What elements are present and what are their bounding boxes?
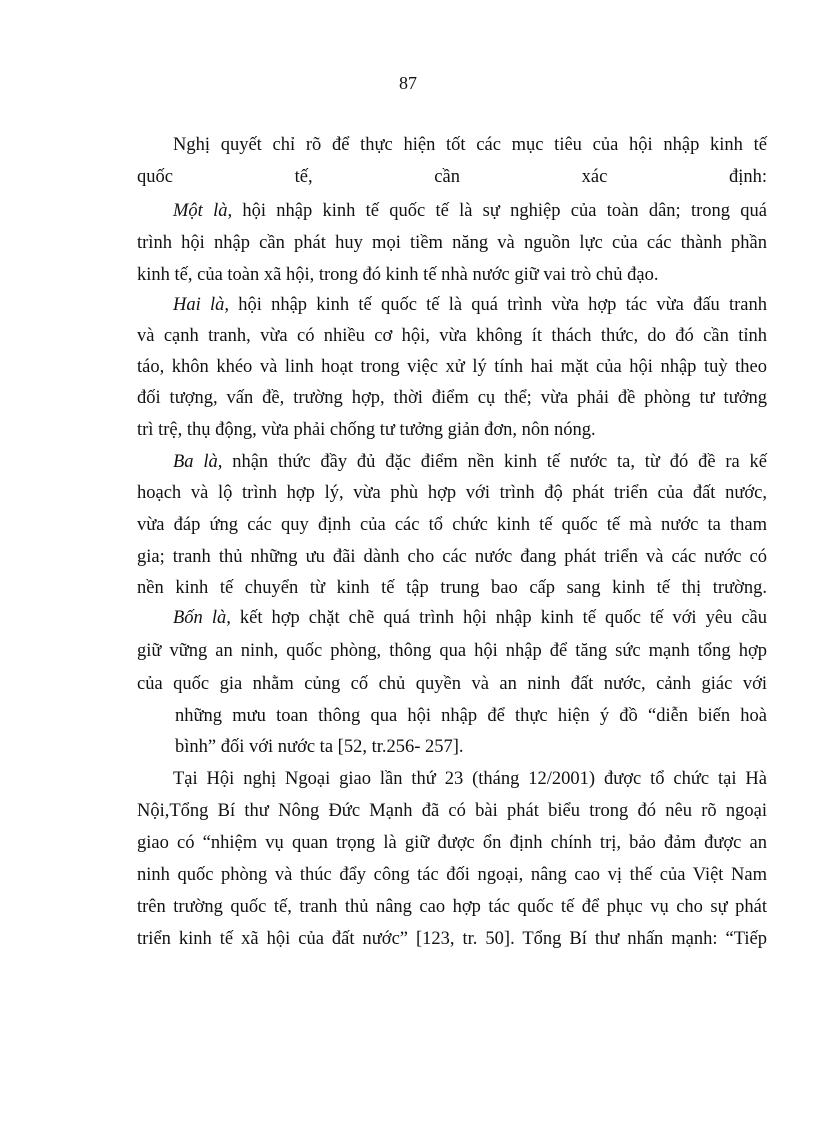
text-line: nền kinh tế chuyển từ kinh tế tập trung bao cấp sang kinh tế thị trường.: [137, 578, 767, 598]
paragraph-lead: Hai là,: [173, 295, 229, 315]
text-line: gia; tranh thủ những ưu đãi dành cho các nước đang phát triển và các nước có: [137, 547, 767, 567]
text-line: Nghị quyết chỉ rõ để thực hiện tốt các mục tiêu của hội nhập kinh tế: [173, 135, 767, 155]
paragraph-lead: Bốn là,: [173, 608, 231, 628]
text-line: bình” đối với nước ta [52, tr.256- 257].: [175, 737, 464, 757]
text-line: Bốn là, kết hợp chặt chẽ quá trình hội nhập kinh tế quốc tế với yêu cầu: [173, 608, 767, 628]
text-line: của quốc gia nhằm củng cố chủ quyền và an ninh đất nước, cảnh giác với: [137, 674, 767, 694]
text-line: Hai là, hội nhập kinh tế quốc tế là quá trình vừa hợp tác vừa đấu tranh: [173, 295, 768, 315]
text-line: và cạnh tranh, vừa có nhiều cơ hội, vừa không ít thách thức, do đó cần tỉnh: [137, 326, 767, 346]
text-line: Nội,Tổng Bí thư Nông Đức Mạnh đã có bài phát biểu trong đó nêu rõ ngoại: [137, 801, 767, 821]
paragraph-lead: Một là,: [173, 201, 233, 221]
text-line: Ba là, nhận thức đầy đủ đặc điểm nền kinh tế nước ta, từ đó đề ra kế: [173, 452, 767, 472]
text-line: ninh quốc phòng và thúc đẩy công tác đối ngoại, nâng cao vị thế của Việt Nam: [137, 865, 767, 885]
text-line: Tại Hội nghị Ngoại giao lần thứ 23 (tháng 12/2001) được tổ chức tại Hà: [173, 769, 767, 789]
text-line: đối tượng, vấn đề, trường hợp, thời điểm cụ thể; vừa phải đề phòng tư tưởng: [137, 388, 767, 408]
text-line: kinh tế, của toàn xã hội, trong đó kinh tế nhà nước giữ vai trò chủ đạo.: [137, 265, 659, 285]
text-line: giao có “nhiệm vụ quan trọng là giữ được ổn định chính trị, bảo đảm được an: [137, 833, 767, 853]
text-line: táo, khôn khéo và linh hoạt trong việc xử lý tính hai mặt của hội nhập tuỳ theo: [137, 357, 767, 377]
text-line: vừa đáp ứng các quy định của các tổ chức kinh tế quốc tế mà nước ta tham: [137, 515, 767, 535]
page-number: 87: [399, 73, 417, 93]
text-line: trình hội nhập cần phát huy mọi tiềm năng và nguồn lực của các thành phần: [137, 233, 767, 253]
text-line: trên trường quốc tế, tranh thủ nâng cao hợp tác quốc tế để phục vụ cho sự phát: [137, 897, 767, 917]
text-line: giữ vững an ninh, quốc phòng, thông qua hội nhập để tăng sức mạnh tổng hợp: [137, 641, 767, 661]
text-line: những mưu toan thông qua hội nhập để thực hiện ý đồ “diễn biến hoà: [175, 706, 767, 726]
text-line: quốc tế, cần xác định:: [137, 167, 767, 187]
text-line: hoạch và lộ trình hợp lý, vừa phù hợp với trình độ phát triển của đất nước,: [137, 483, 767, 503]
text-line: Một là, hội nhập kinh tế quốc tế là sự nghiệp của toàn dân; trong quá: [173, 201, 767, 221]
text-line: triển kinh tế xã hội của đất nước” [123, tr. 50]. Tổng Bí thư nhấn mạnh: “Tiếp: [137, 929, 767, 949]
paragraph-lead: Ba là,: [173, 452, 223, 472]
text-line: trì trệ, thụ động, vừa phải chống tư tưởng giản đơn, nôn nóng.: [137, 420, 596, 440]
